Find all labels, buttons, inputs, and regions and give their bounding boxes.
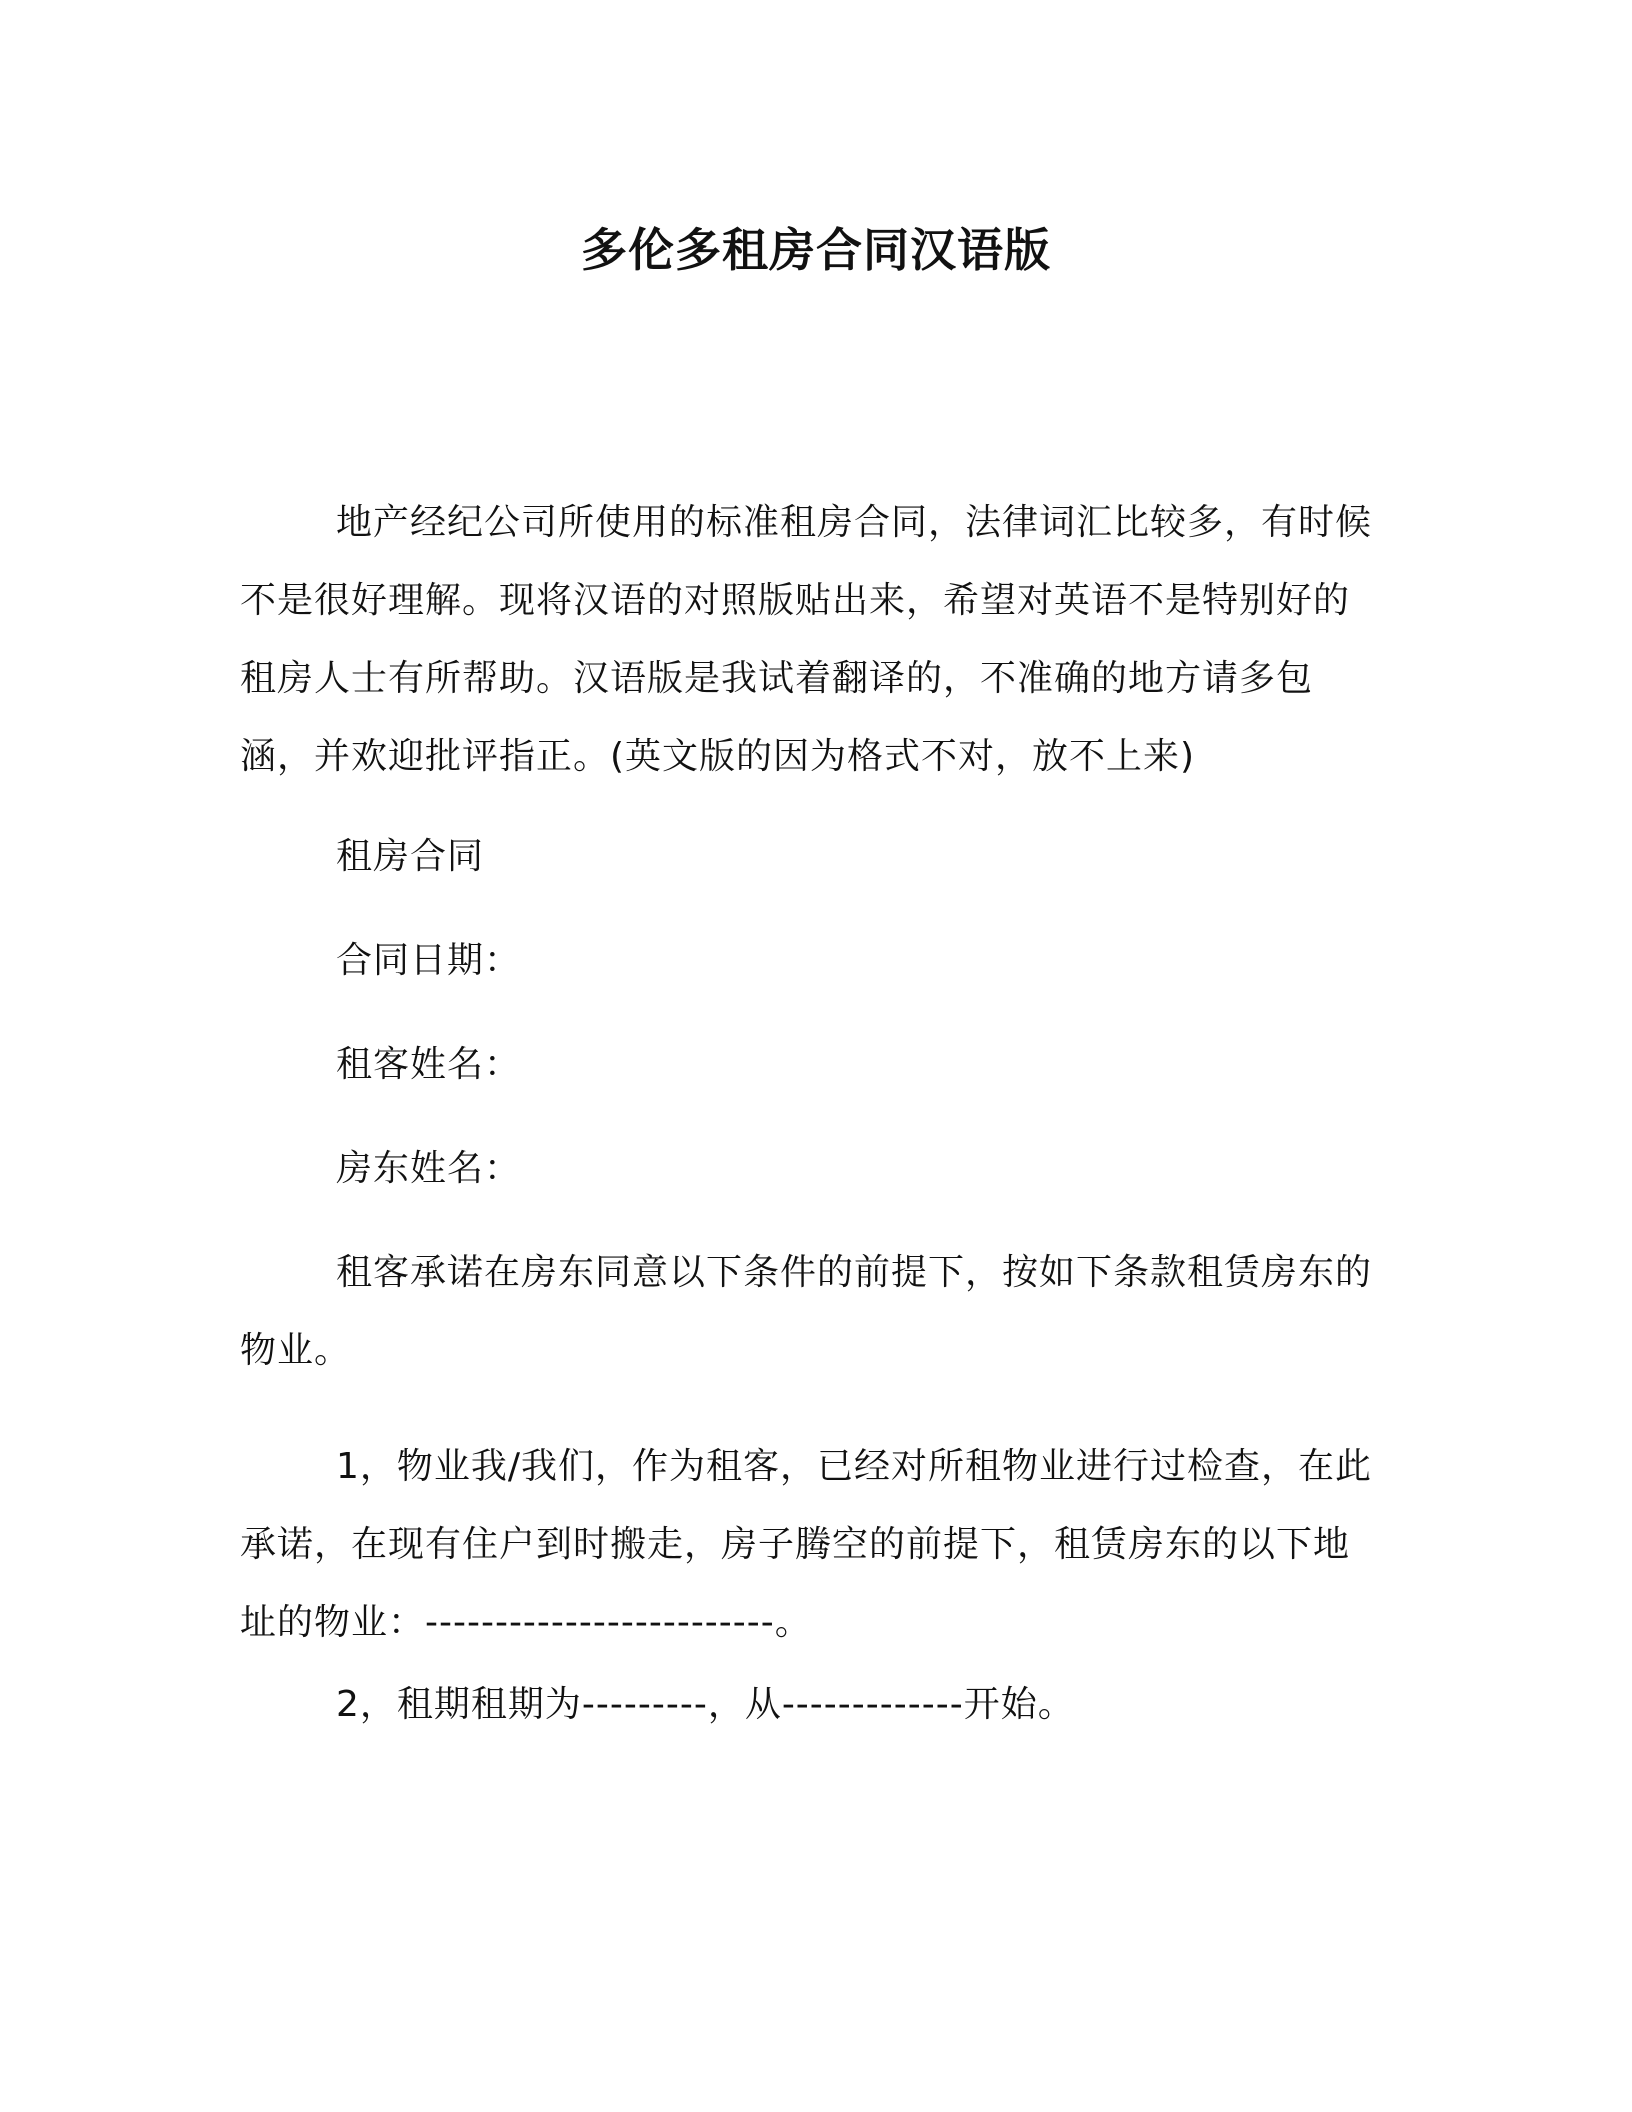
landlord-name-label: 房东姓名： [336,1148,522,1189]
document-title: 多伦多租房合同汉语版 [581,223,1051,277]
clause-1-property: 1，物业我/我们，作为租客，已经对所租物业进行过检查，在此承诺，在现有住户到时搬走，房子腾空的前提下，租赁房东的以下地址的物业：-------------------------。 [240,1446,1373,1643]
contract-heading: 租房合同 [336,836,485,877]
tenant-promise-paragraph: 租客承诺在房东同意以下条件的前提下，按如下条款租赁房东的物业。 [240,1252,1373,1371]
clause-2-term: 2，租期租期为---------，从-------------开始。 [336,1684,1075,1725]
intro-paragraph: 地产经纪公司所使用的标准租房合同，法律词汇比较多，有时候不是很好理解。现将汉语的对照版贴出来，希望对英语不是特别好的租房人士有所帮助。汉语版是我试着翻译的，不准确的地方请多包涵，并欢迎批评指正。(英文版的因为格式不对，放不上来) [240,502,1373,777]
tenant-name-label: 租客姓名： [336,1044,522,1085]
contract-date-label: 合同日期： [336,940,522,981]
